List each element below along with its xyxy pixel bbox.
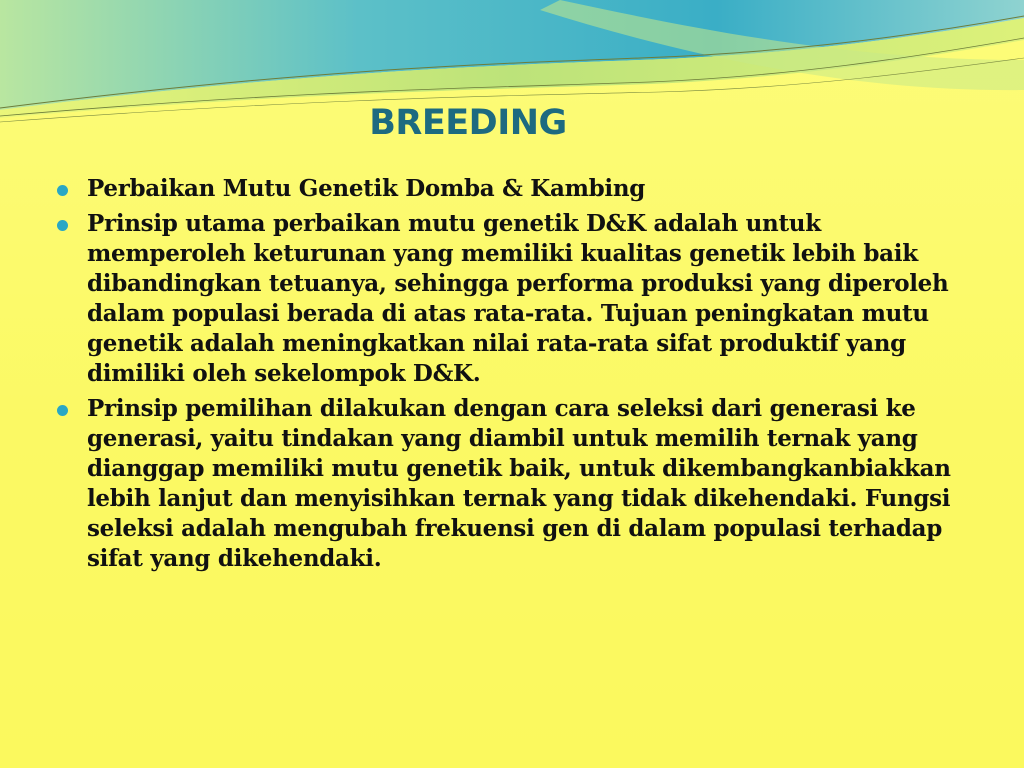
bullet-text: Prinsip utama perbaikan mutu genetik D&K adalah untuk memperoleh keturunan yang memiliki kualitas genetik lebih baik dibandingkan tetuanya, sehingga performa produksi yang diperoleh dalam populasi berada di atas rata-rata. Tujuan peningkatan mutu genetik adalah meningkatkan nilai rata-rata sifat produktif yang dimiliki oleh sekelompok D&K. xyxy=(87,210,949,387)
bullet-text: Perbaikan Mutu Genetik Domba & Kambing xyxy=(87,175,646,202)
list-item xyxy=(55,174,960,204)
bullet-dot-icon xyxy=(57,185,68,196)
bullet-list xyxy=(55,174,960,579)
list-item xyxy=(55,394,960,574)
bullet-text: Prinsip pemilihan dilakukan dengan cara seleksi dari generasi ke generasi, yaitu tindakan yang diambil untuk memilih ternak yang dianggap memiliki mutu genetik baik, untuk dikembangkanbiakkan lebih lanjut dan menyisihkan ternak yang tidak dikehendaki. Fungsi seleksi adalah mengubah frekuensi gen di dalam populasi terhadap sifat yang dikehendaki. xyxy=(87,395,951,572)
list-item xyxy=(55,209,960,389)
slide-title: BREEDING xyxy=(369,103,567,143)
bullet-dot-icon xyxy=(57,220,68,231)
bullet-dot-icon xyxy=(57,405,68,416)
